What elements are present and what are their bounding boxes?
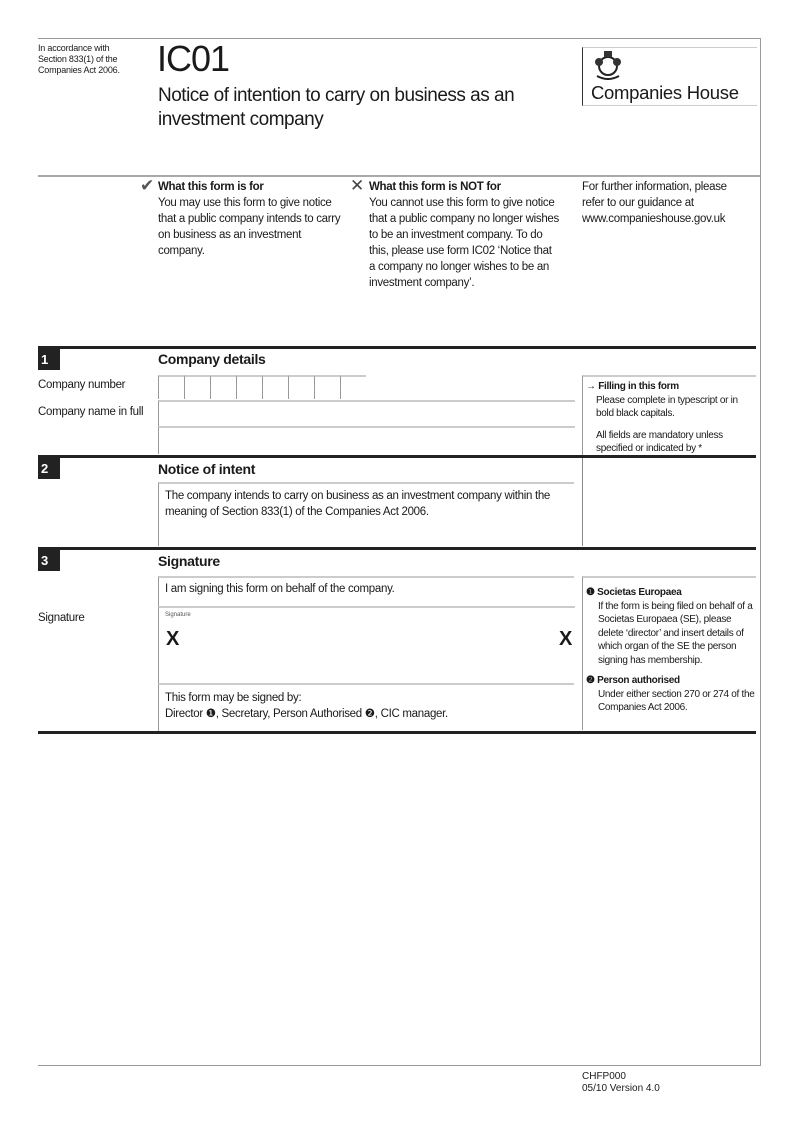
- column-divider: [582, 458, 583, 546]
- form-purpose-heading: What this form is for: [158, 181, 264, 193]
- section-heading: Notice of intent: [158, 461, 256, 477]
- signatory-info: [158, 683, 574, 731]
- company-number-label: Company number: [38, 379, 126, 391]
- sign-here-x-icon: X: [166, 628, 180, 650]
- bottom-border: [38, 1065, 760, 1066]
- section-end-bar: [38, 731, 756, 734]
- section-heading: Company details: [158, 351, 266, 367]
- signatory-heading: This form may be signed by:: [165, 692, 302, 704]
- help-panel: [582, 375, 756, 455]
- note-heading: ❷ Person authorised: [586, 675, 680, 686]
- logo-text: Companies House: [591, 82, 739, 103]
- help-heading-text: Filling in this form: [598, 381, 679, 392]
- legal-basis-line: In accordance with: [38, 43, 110, 53]
- help-text: All fields are mandatory unless specified or indicated by *: [596, 429, 723, 454]
- signature-label: Signature: [38, 612, 85, 624]
- top-border: [38, 38, 760, 39]
- company-number-digit[interactable]: [158, 375, 184, 399]
- company-number-digit[interactable]: [236, 375, 262, 399]
- footer-version: 05/10 Version 4.0: [582, 1083, 660, 1094]
- section-number: 1: [38, 349, 60, 370]
- footer-code: CHFP000: [582, 1071, 626, 1082]
- form-purpose: [158, 179, 343, 259]
- section-number: 3: [38, 550, 60, 571]
- company-number-digit[interactable]: [184, 375, 210, 399]
- company-number-digit[interactable]: [262, 375, 288, 399]
- company-name-label: Company name in full: [38, 406, 144, 418]
- arrow-right-icon: →: [586, 381, 599, 392]
- legal-basis-line: Section 833(1) of the: [38, 54, 118, 64]
- notice-statement: The company intends to carry on business as an investment company within the meaning of Section 833(1) of the Companies Act 2006.: [158, 482, 574, 546]
- signature-box[interactable]: [158, 606, 575, 685]
- signing-statement: I am signing this form on behalf of the company.: [158, 576, 574, 606]
- company-name-input-line2[interactable]: [158, 426, 575, 454]
- signature-box-caption: Signature: [165, 612, 191, 618]
- company-number-digit[interactable]: [340, 375, 366, 399]
- page-title: Notice of intention to carry on business as an investment company: [158, 85, 515, 130]
- note-text: Under either section 270 or 274 of the Companies Act 2006.: [598, 688, 755, 713]
- company-number-digit[interactable]: [288, 375, 314, 399]
- form-code: IC01: [157, 38, 230, 79]
- company-name-input-line1[interactable]: [158, 400, 575, 426]
- royal-crest-icon: [592, 50, 624, 80]
- footer: [582, 1071, 660, 1095]
- help-heading: [586, 380, 756, 394]
- company-number-digit[interactable]: [314, 375, 340, 399]
- note-heading: ❶ Societas Europaea: [586, 587, 682, 598]
- section-bar: [38, 346, 756, 349]
- form-not-purpose-heading: What this form is NOT for: [369, 181, 501, 193]
- company-number-digit[interactable]: [210, 375, 236, 399]
- section-bar: [38, 455, 756, 458]
- right-border: [760, 38, 761, 1066]
- signature-notes-panel: [582, 576, 756, 730]
- section-number: 2: [38, 458, 60, 479]
- further-information: For further information, please refer to our guidance at www.companieshouse.gov.uk: [582, 181, 727, 225]
- help-text: Please complete in typescript or in bold black capitals.: [596, 394, 738, 419]
- form-purpose-text: You may use this form to give notice that a public company intends to carry on business as an investment company.: [158, 197, 341, 257]
- checkmark-icon: ✔: [140, 176, 155, 195]
- legal-basis: [38, 43, 120, 76]
- section-bar: [38, 547, 756, 550]
- sign-here-x-icon: X: [559, 628, 573, 650]
- section-heading: Signature: [158, 553, 220, 569]
- cross-icon: ✕: [350, 176, 365, 195]
- form-not-purpose-text: You cannot use this form to give notice that a public company no longer wishes to be an investment company. To do this, please use form IC02 ‘Notice that a company no longer wishes to be an investment company’.: [369, 197, 559, 289]
- signatory-text: Director ❶, Secretary, Person Authorised ❷, CIC manager.: [165, 708, 448, 720]
- legal-basis-line: Companies Act 2006.: [38, 65, 120, 75]
- form-not-purpose: [369, 179, 559, 291]
- note-text: If the form is being filed on behalf of a Societas Europaea (SE), please delete ‘director’ and insert details of which organ of the SE the person signing has membership.: [598, 600, 753, 666]
- companies-house-logo: [582, 47, 757, 106]
